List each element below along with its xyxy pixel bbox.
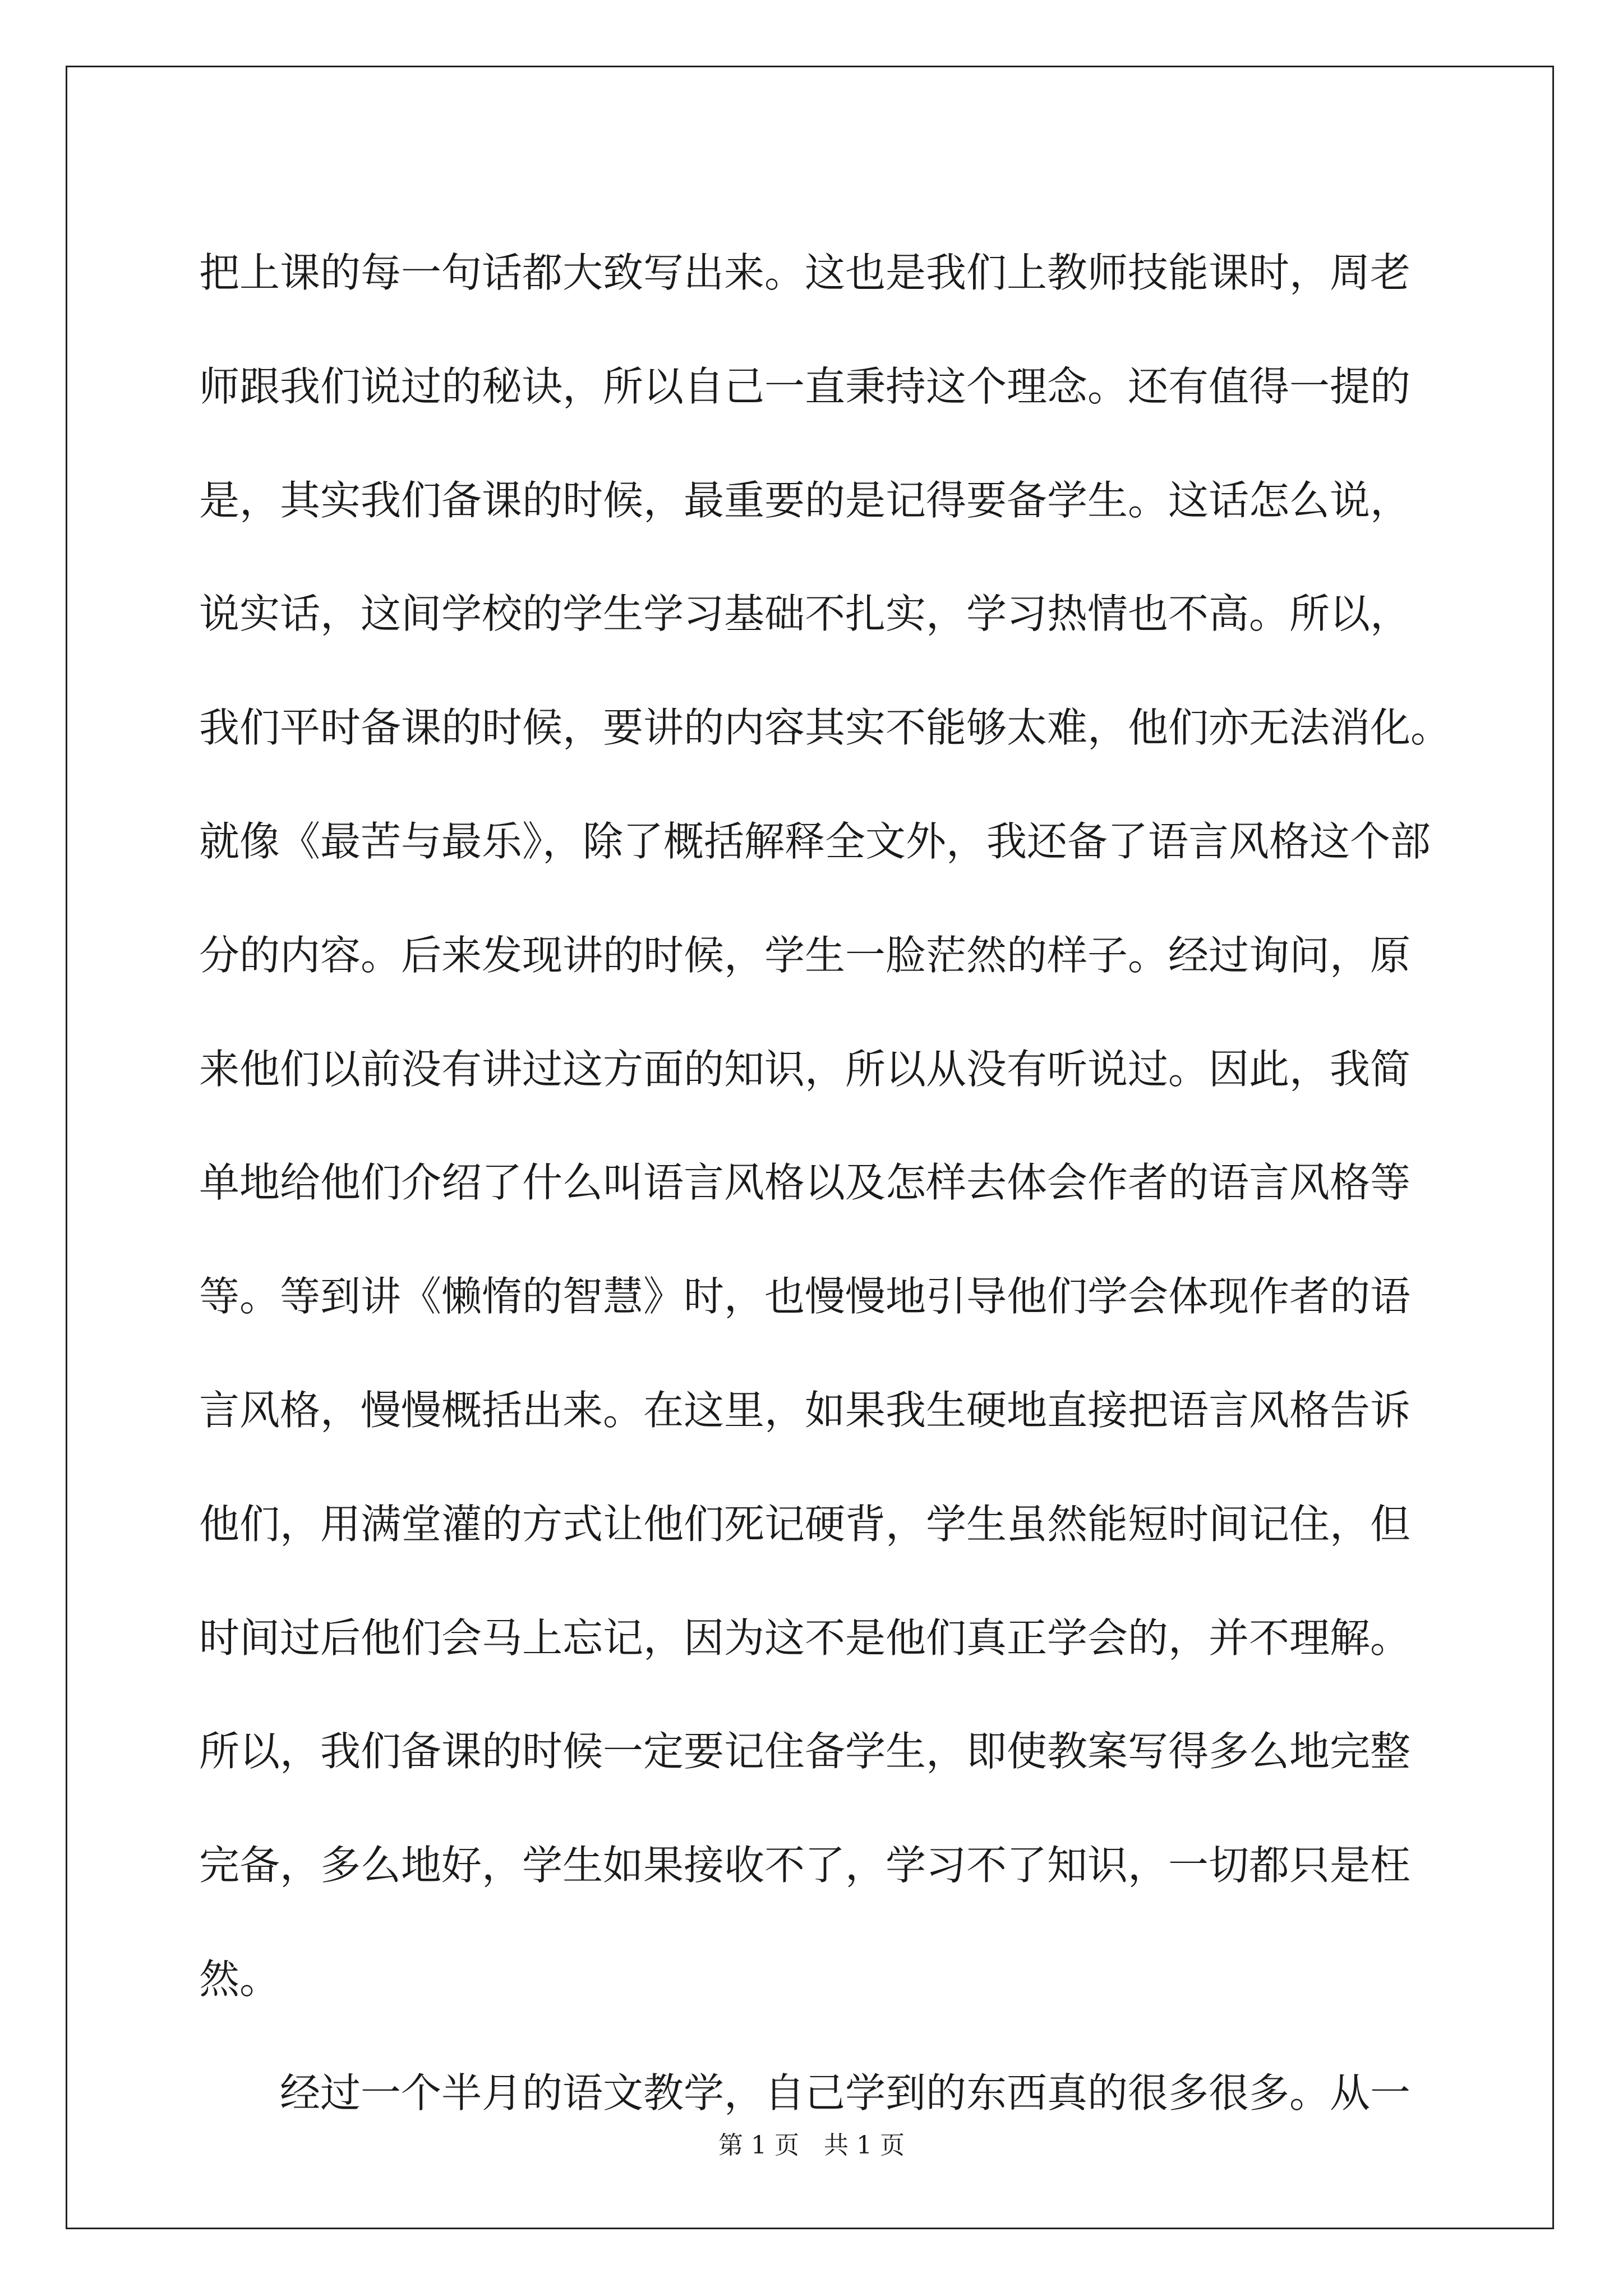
- text-line: 把上课的每一句话都大致写出来。这也是我们上教师技能课时，周老: [199, 249, 1411, 296]
- text-line: 单地给他们介绍了什么叫语言风格以及怎样去体会作者的语言风格等: [199, 1159, 1411, 1207]
- text-line: 然。: [199, 1955, 280, 2003]
- page-number-footer: 第 1 页 共 1 页: [718, 2131, 905, 2160]
- text-line: 时间过后他们会马上忘记，因为这不是他们真正学会的，并不理解。: [199, 1614, 1411, 1662]
- text-line: 完备，多么地好，学生如果接收不了，学习不了知识，一切都只是枉: [199, 1842, 1411, 1889]
- document-body: [199, 216, 1451, 2150]
- text-line: 分的内容。后来发现讲的时候，学生一脸茫然的样子。经过询问，原: [199, 931, 1411, 979]
- text-line: 说实话，这间学校的学生学习基础不扎实，学习热情也不高。所以，: [199, 590, 1411, 638]
- text-line: 就像《最苦与最乐》，除了概括解释全文外，我还备了语言风格这个部: [199, 817, 1431, 865]
- text-line: 师跟我们说过的秘诀，所以自己一直秉持这个理念。还有值得一提的: [199, 362, 1411, 410]
- text-line: 言风格，慢慢概括出来。在这里，如果我生硬地直接把语言风格告诉: [199, 1386, 1411, 1434]
- text-line: 所以，我们备课的时候一定要记住备学生，即使教案写得多么地完整: [199, 1728, 1411, 1775]
- text-line: 是，其实我们备课的时候，最重要的是记得要备学生。这话怎么说，: [199, 476, 1411, 524]
- text-line: 我们平时备课的时候，要讲的内容其实不能够太难，他们亦无法消化。: [199, 704, 1451, 752]
- text-line: 来他们以前没有讲过这方面的知识，所以从没有听说过。因此，我简: [199, 1045, 1411, 1093]
- text-line: 等。等到讲《懒惰的智慧》时，也慢慢地引导他们学会体现作者的语: [199, 1273, 1411, 1320]
- paragraph-start-line: 经过一个半月的语文教学，自己学到的东西真的很多很多。从一: [280, 2069, 1411, 2116]
- text-line: 他们，用满堂灌的方式让他们死记硬背，学生虽然能短时间记住，但: [199, 1500, 1411, 1548]
